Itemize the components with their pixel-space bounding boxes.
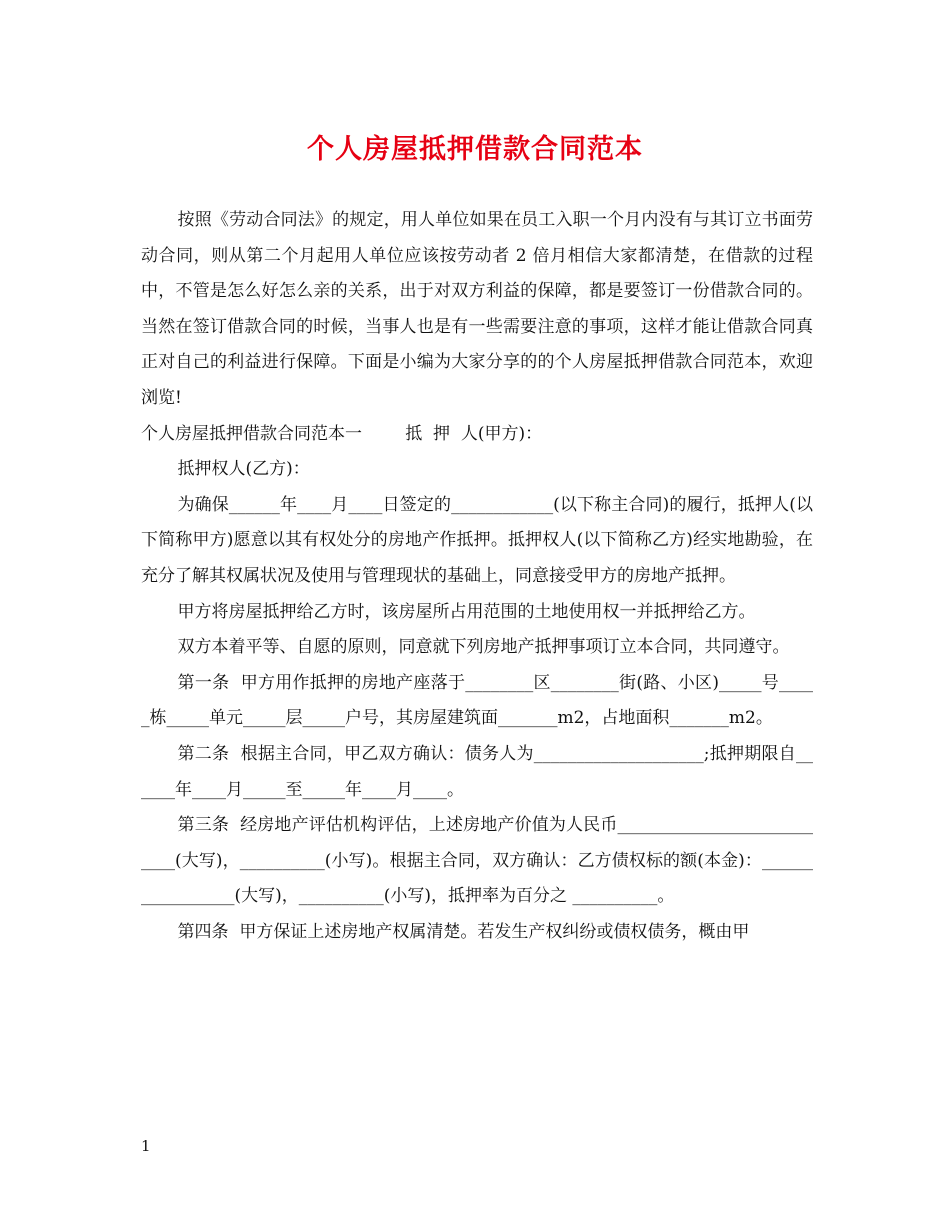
document-body xyxy=(141,203,813,950)
article-2: 第二条 根据主合同，甲乙双方确认：债务人为____________________;抵押期限自______年____月_____至_____年____月____。 xyxy=(141,743,813,800)
mortgagee-line: 抵押权人(乙方)： xyxy=(177,459,310,480)
page-number: 1 xyxy=(141,1137,151,1155)
article-1: 第一条 甲方用作抵押的房地产座落于________区________街(路、小区)_____号_____栋_____单元_____层_____户号，其房屋建筑面_______m2，占地面积_______m2。 xyxy=(141,672,813,729)
intro-paragraph: 按照《劳动合同法》的规定，用人单位如果在员工入职一个月内没有与其订立书面劳动合同，则从第二个月起用人单位应该按劳动者 2 倍月相信大家都清楚，在借款的过程中，不管是怎么好怎么亲的关系，出于对双方利益的保障，都是要签订一份借款合同的。当然在签订借款合同的时候，当事人也是有一些需要注意的事项，这样才能让借款合同真正对自己的利益进行保障。下面是小编为大家分享的的个人房屋抵押借款合同范本，欢迎浏览! xyxy=(141,210,813,408)
land-use-paragraph: 甲方将房屋抵押给乙方时，该房屋所占用范围的土地使用权一并抵押给乙方。 xyxy=(177,601,756,622)
document-title: 个人房屋抵押借款合同范本 xyxy=(307,134,643,165)
purpose-paragraph: 为确保______年____月____日签定的____________(以下称主合同)的履行，抵押人(以下简称甲方)愿意以其有权处分的房地产作抵押。抵押权人(以下简称乙方)经实地勘验，在充分了解其权属状况及使用与管理现状的基础上，同意接受甲方的房地产抵押。 xyxy=(141,494,813,586)
article-3: 第三条 经房地产评估机构评估，上述房地产价值为人民币___________________________(大写)，__________(小写)。根据主合同，双方确认：乙方债权标的额(本金)：_________________(大写)，__________(小写)，抵押率为百分之 __________。 xyxy=(141,815,813,907)
contract-heading-line: 个人房屋抵押借款合同范本一 抵 押 人(甲方)： xyxy=(141,423,543,444)
article-4: 第四条 甲方保证上述房地产权属清楚。若发生产权纠纷或债权债务，概由甲 xyxy=(177,921,750,942)
principle-paragraph: 双方本着平等、自愿的原则，同意就下列房地产抵押事项订立本合同，共同遵守。 xyxy=(177,637,790,658)
